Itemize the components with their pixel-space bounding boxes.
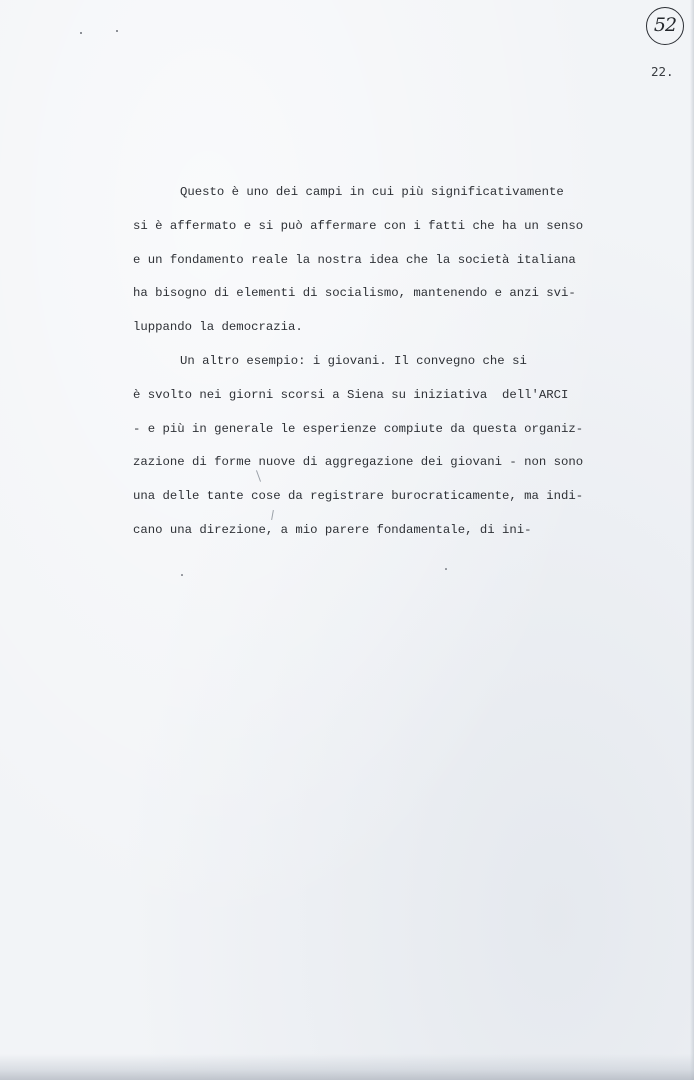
handwritten-folio-stamp — [646, 7, 684, 45]
text-line-paragraph-start: Un altro esempio: i giovani. Il convegno che si — [180, 353, 527, 368]
page-number: 22. — [651, 64, 674, 79]
text-line: luppando la democrazia. — [133, 320, 303, 335]
text-line: si è affermato e si può affermare con i fatti che ha un senso — [133, 218, 584, 233]
page-bottom-edge — [0, 1054, 694, 1080]
paper-speck — [445, 568, 447, 570]
paper-speck — [116, 30, 118, 32]
typewritten-body — [133, 182, 593, 554]
text-line: ha bisogno di elementi di socialismo, mantenendo e anzi svi- — [133, 286, 576, 301]
page-right-edge — [690, 0, 694, 1080]
text-line: è svolto nei giorni scorsi a Siena su iniziativa dell'ARCI — [133, 387, 569, 402]
folio-stamp-number: 52 — [653, 14, 677, 36]
paper-speck — [181, 574, 183, 576]
text-line: e un fondamento reale la nostra idea che la società italiana — [133, 252, 576, 267]
text-line: una delle tante cose da registrare burocraticamente, ma indi- — [133, 489, 584, 504]
text-line: cano una direzione, a mio parere fondamentale, di ini- — [133, 522, 532, 537]
text-line: zazione di forme nuove di aggregazione dei giovani - non sono — [133, 455, 584, 470]
text-line: - e più in generale le esperienze compiute da questa organiz- — [133, 421, 584, 436]
text-line-paragraph-start: Questo è uno dei campi in cui più significativamente — [180, 185, 564, 199]
paper-speck — [80, 32, 82, 34]
